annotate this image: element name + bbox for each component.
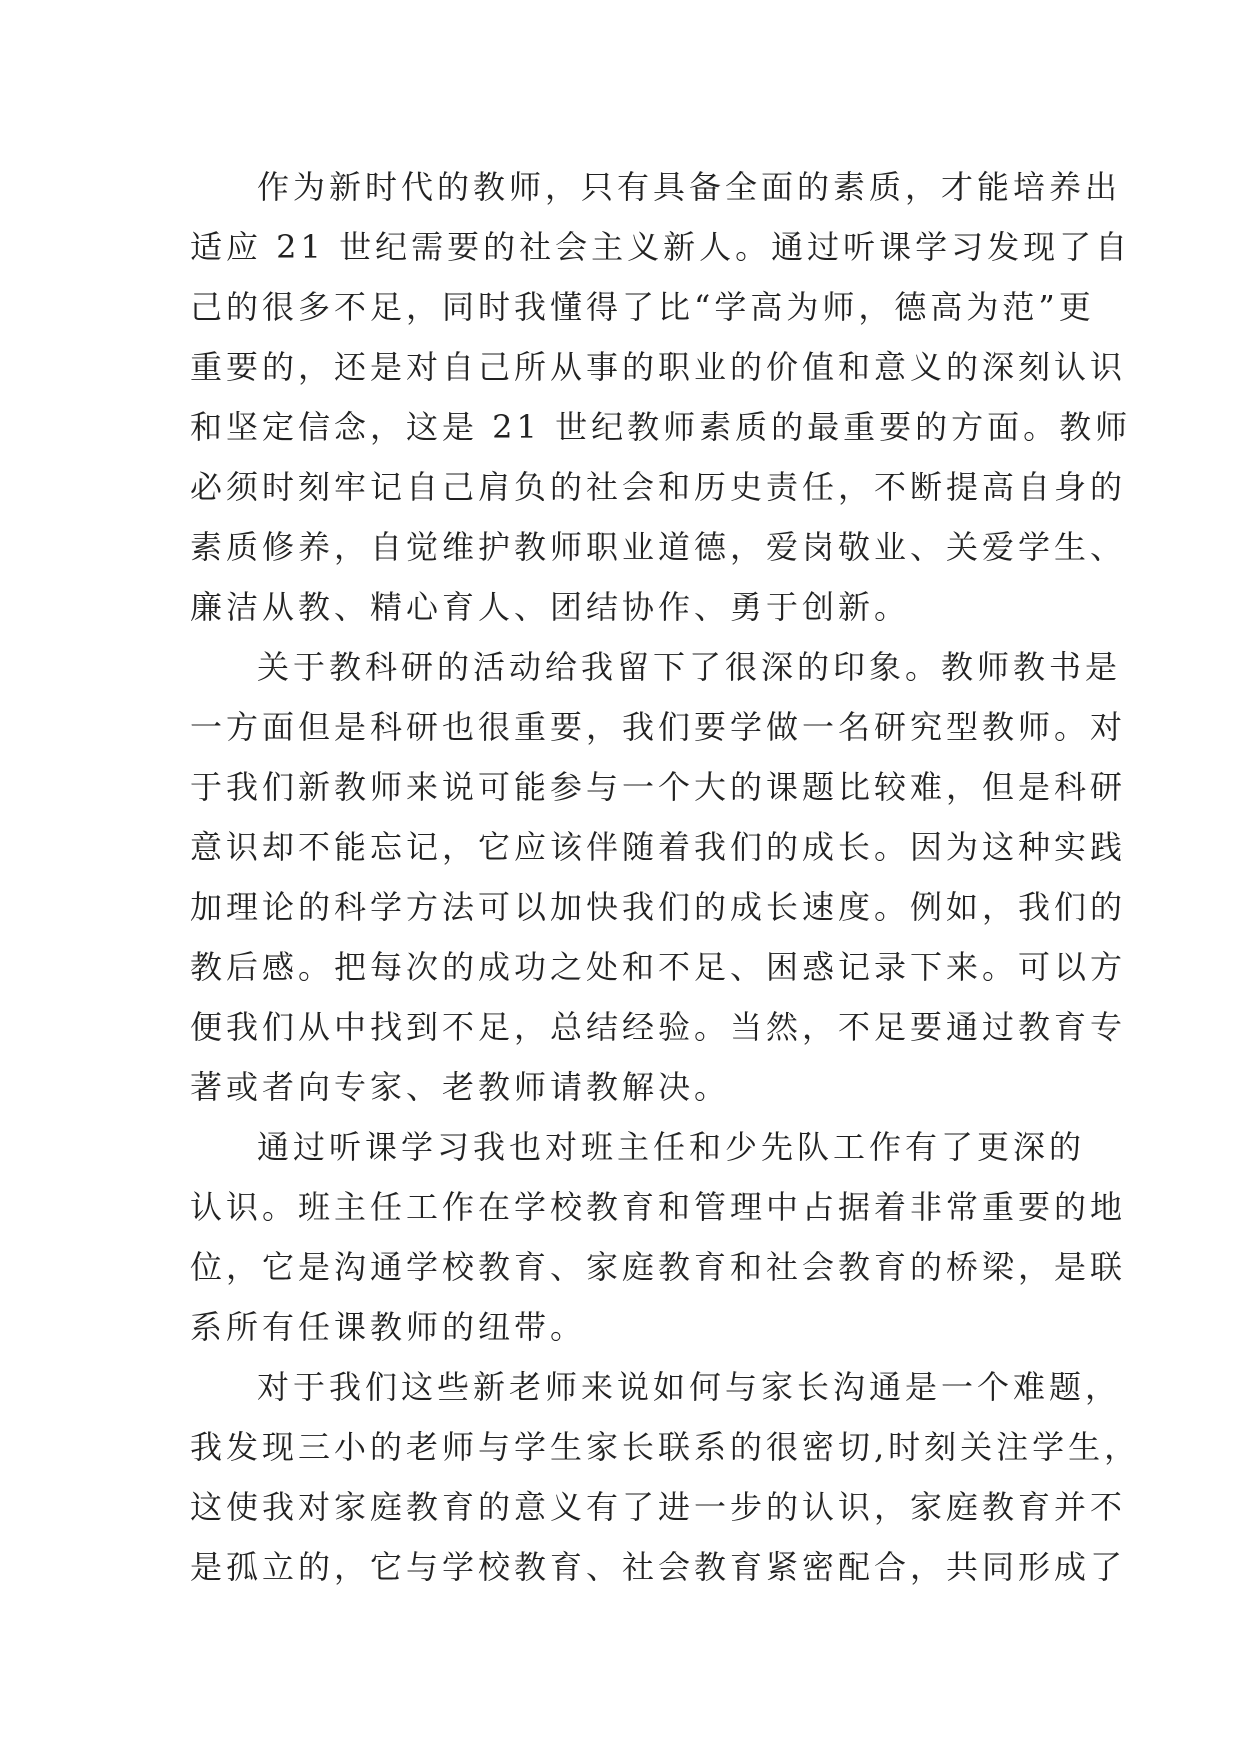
paragraph-1 xyxy=(190,157,1132,637)
text-line: 和坚定信念，这是 21 世纪教师素质的最重要的方面。教师 xyxy=(190,408,1132,446)
paragraph-2 xyxy=(190,637,1127,1117)
text-line: 这使我对家庭教育的意义有了进一步的认识，家庭教育并不 xyxy=(190,1488,1127,1526)
text-line: 教后感。把每次的成功之处和不足、困惑记录下来。可以方 xyxy=(190,948,1127,986)
text-line: 认识。班主任工作在学校教育和管理中占据着非常重要的地 xyxy=(190,1188,1127,1226)
text-line: 便我们从中找到不足，总结经验。当然，不足要通过教育专 xyxy=(190,1008,1127,1046)
text-line: 必须时刻牢记自己肩负的社会和历史责任，不断提高自身的 xyxy=(190,468,1127,506)
text-line: 对于我们这些新老师来说如何与家长沟通是一个难题， xyxy=(257,1368,1122,1406)
paragraph-3 xyxy=(190,1117,1127,1357)
paragraph-4 xyxy=(190,1357,1141,1597)
text-line: 是孤立的，它与学校教育、社会教育紧密配合，共同形成了 xyxy=(190,1548,1127,1586)
text-line: 意识却不能忘记，它应该伴随着我们的成长。因为这种实践 xyxy=(190,828,1127,866)
text-line: 关于教科研的活动给我留下了很深的印象。教师教书是 xyxy=(257,648,1122,686)
text-line: 位，它是沟通学校教育、家庭教育和社会教育的桥梁，是联 xyxy=(190,1248,1127,1286)
text-line: 己的很多不足，同时我懂得了比“学高为师，德高为范”更 xyxy=(190,288,1095,326)
text-line: 我发现三小的老师与学生家长联系的很密切,时刻关注学生， xyxy=(190,1428,1141,1466)
text-line: 著或者向专家、老教师请教解决。 xyxy=(190,1068,731,1106)
text-line: 廉洁从教、精心育人、团结协作、勇于创新。 xyxy=(190,588,911,626)
text-line: 于我们新教师来说可能参与一个大的课题比较难，但是科研 xyxy=(190,768,1127,806)
text-line: 素质修养，自觉维护教师职业道德，爱岗敬业、关爱学生、 xyxy=(190,528,1127,566)
text-line: 作为新时代的教师，只有具备全面的素质，才能培养出 xyxy=(257,168,1122,206)
text-line: 重要的，还是对自己所从事的职业的价值和意义的深刻认识 xyxy=(190,348,1127,386)
text-line: 系所有任课教师的纽带。 xyxy=(190,1308,587,1346)
text-line: 适应 21 世纪需要的社会主义新人。通过听课学习发现了自 xyxy=(190,228,1132,266)
document-body xyxy=(190,157,1141,1597)
text-line: 通过听课学习我也对班主任和少先队工作有了更深的 xyxy=(257,1128,1086,1166)
text-line: 一方面但是科研也很重要，我们要学做一名研究型教师。对 xyxy=(190,708,1127,746)
text-line: 加理论的科学方法可以加快我们的成长速度。例如，我们的 xyxy=(190,888,1127,926)
